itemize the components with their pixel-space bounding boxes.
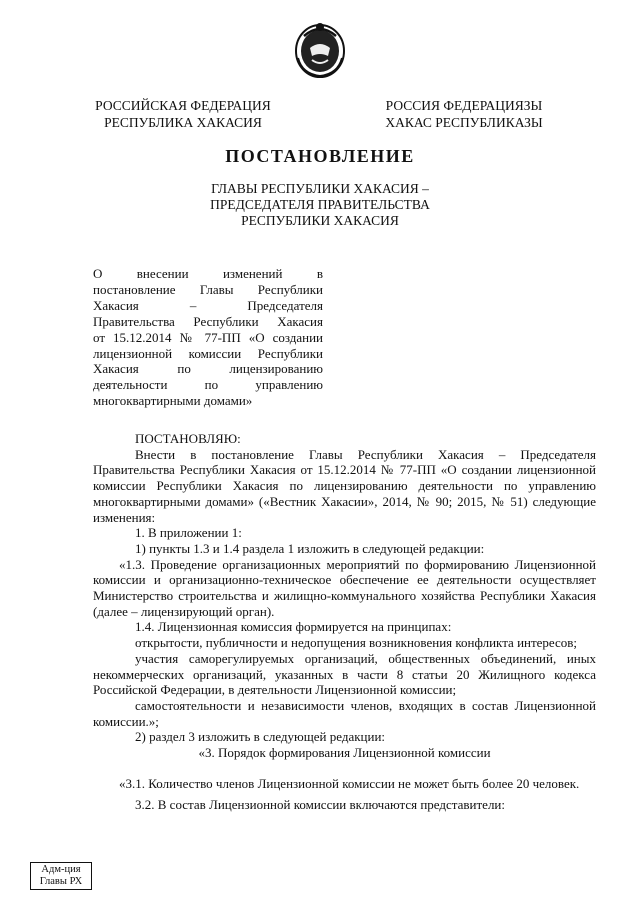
paragraph: «3.1. Количество членов Лицензионной комиссии не может быть более 20 человек.: [119, 775, 580, 791]
subject-line: Правительства Республики Хакасия: [93, 313, 323, 329]
subject-line: лицензионной комиссии Республики: [93, 345, 323, 361]
paragraph: участия саморегулируемых организаций, общественных объединений, иных некоммерческих организаций, указанных в части 8 статьи 20 Жилищного кодекса Российской Федерации, в деятельности Лицензионной комиссии;: [93, 650, 596, 698]
paragraph: 3.2. В состав Лицензионной комиссии включаются представители:: [135, 797, 505, 813]
paragraph: Внести в постановление Главы Республики Хакасия – Председателя Правительства Республики Хакасия от 15.12.2014 № 77-ПП «О создании лицензионной комиссии Республики Хакасия по лицензированию деятельности по управлению многоквартирными домами» («Вестник Хакасии», 2014, № 90; 2015, № 51) следующие изменения:: [93, 446, 596, 525]
subtitle-line2: ПРЕДСЕДАТЕЛЯ ПРАВИТЕЛЬСТВА: [210, 197, 430, 212]
paragraph: «1.3. Проведение организационных мероприятий по формированию Лицензионной комиссии и организационно-техническое обеспечение ее деятельности осуществляет Министерство строительства и жилищно-коммунального хозяйства Республики Хакасия (далее – лицензирующий орган).: [93, 556, 596, 619]
header-khakas-federation: [372, 97, 556, 131]
stamp-line1: Адм-ция: [41, 864, 81, 875]
decree-word: ПОСТАНОВЛЯЮ:: [135, 431, 241, 446]
header-right-line1: РОССИЯ ФЕДЕРАЦИЯЗЫ: [385, 98, 543, 113]
subject-line: О внесении изменений в: [93, 266, 323, 281]
document-title: ПОСТАНОВЛЕНИЕ: [225, 146, 415, 166]
header-left-line2: РЕСПУБЛИКА ХАКАСИЯ: [104, 115, 262, 130]
document-subtitle: [150, 181, 490, 229]
paragraph: самостоятельности и независимости членов, входящих в состав Лицензионной комиссии.»;: [93, 697, 596, 729]
paragraph: открытости, публичности и недопущения возникновения конфликта интересов;: [135, 635, 578, 651]
paragraph: 2) раздел 3 изложить в следующей редакции:: [135, 729, 386, 745]
subtitle-line1: ГЛАВЫ РЕСПУБЛИКИ ХАКАСИЯ –: [211, 181, 429, 196]
subject-line: деятельности по управлению: [93, 377, 323, 393]
subject-block: [93, 266, 323, 409]
header-left-line1: РОССИЙСКАЯ ФЕДЕРАЦИЯ: [95, 98, 271, 113]
subject-line: многоквартирными домами»: [93, 393, 253, 409]
subject-line: от 15.12.2014 № 77-ПП «О создании: [93, 329, 323, 345]
header-russian-federation: [88, 97, 278, 131]
document-body: [93, 431, 596, 813]
subject-line: Хакасия по лицензированию: [93, 361, 323, 377]
paragraph: 1.4. Лицензионная комиссия формируется на принципах:: [135, 619, 452, 635]
paragraph: 1) пункты 1.3 и 1.4 раздела 1 изложить в следующей редакции:: [135, 540, 485, 556]
subject-line: постановление Главы Республики: [93, 281, 323, 297]
registry-stamp: [30, 862, 92, 890]
stamp-line2: Главы РХ: [39, 876, 83, 887]
section-heading: «3. Порядок формирования Лицензионной комиссии: [198, 745, 491, 761]
subject-line: Хакасия – Председателя: [93, 297, 323, 313]
paragraph: 1. В приложении 1:: [135, 525, 242, 541]
subtitle-line3: РЕСПУБЛИКИ ХАКАСИЯ: [241, 213, 399, 228]
header-right-line2: ХАКАС РЕСПУБЛИКАЗЫ: [385, 115, 543, 130]
coat-of-arms-emblem: [292, 18, 348, 80]
